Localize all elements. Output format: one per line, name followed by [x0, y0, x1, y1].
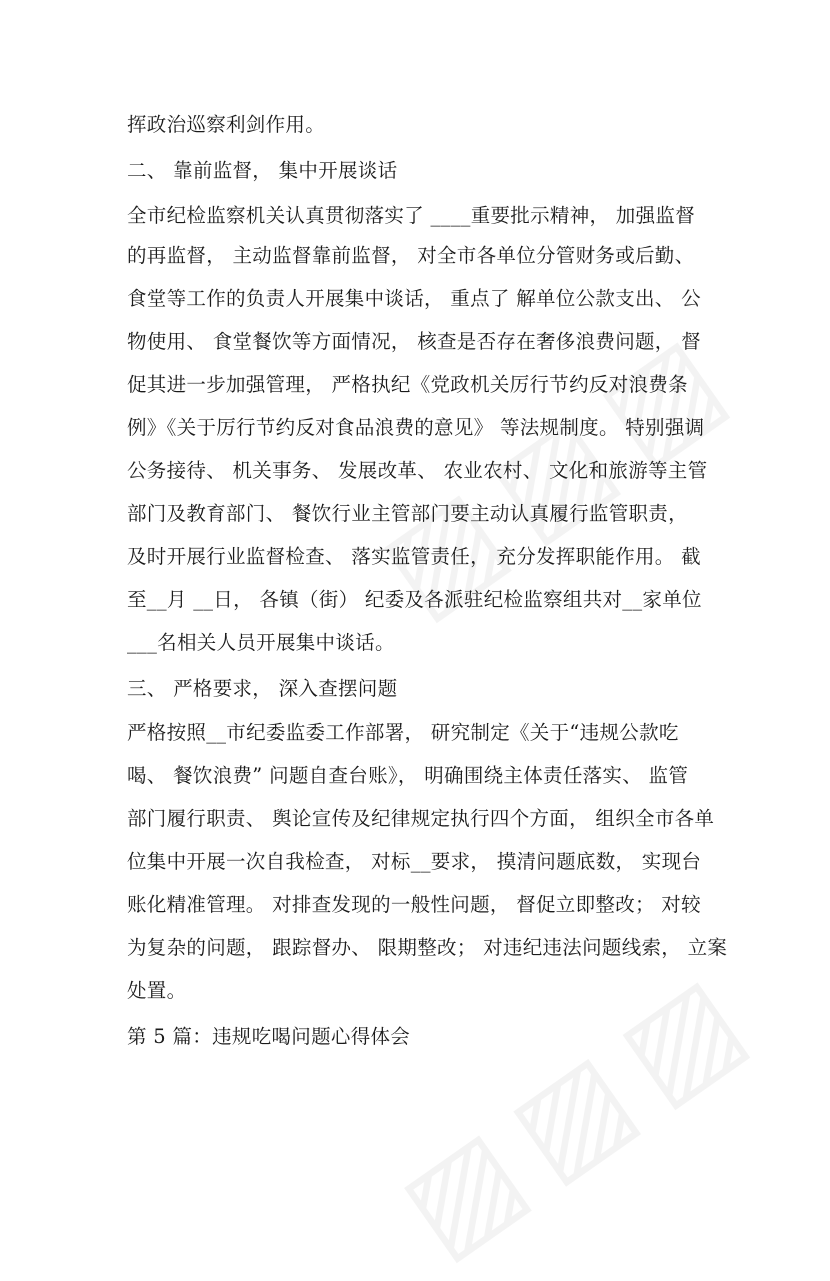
section-heading: 三、 严格要求， 深入查摆问题 [127, 677, 398, 700]
text-line: 的再监督， 主动监督靠前监督， 对全市各单位分管财务或后勤、 [127, 244, 695, 267]
text-line: 挥政治巡察利剑作用。 [127, 113, 326, 136]
text-line: 及时开展行业监督检查、 落实监管责任， 充分发挥职能作用。 截 [127, 545, 701, 568]
text-line: 严格按照__市纪委监委工作部署， 研究制定《关于“违规公款吃 [127, 721, 679, 744]
text-line: 为复杂的问题， 跟踪督办、 限期整改； 对违纪违法问题线索， 立案 [127, 936, 728, 959]
text-line: 部门履行职责、 舆论宣传及纪律规定执行四个方面， 组织全市各单 [127, 807, 715, 830]
text-line: 全市纪检监察机关认真贯彻落实了 ____重要批示精神， 加强监督 [127, 204, 695, 227]
text-line: 处置。 [127, 979, 187, 1002]
text-line: 促其进一步加强管理， 严格执纪《党政机关厉行节约反对浪费条 [127, 373, 688, 396]
text-line: ___名相关人员开展集中谈话。 [127, 631, 395, 654]
text-line: 账化精准管理。 对排查发现的一般性问题， 督促立即整改； 对较 [127, 893, 701, 916]
text-line: 物使用、 食堂餐饮等方面情况， 核查是否存在奢侈浪费问题， 督 [127, 330, 701, 353]
text-line: 部门及教育部门、 餐饮行业主管部门要主动认真履行监管职责， [127, 502, 688, 525]
text-line: 食堂等工作的负责人开展集中谈话， 重点了 解单位公款支出、 公 [127, 287, 701, 310]
section-heading: 二、 靠前监督， 集中开展谈话 [127, 159, 398, 182]
text-line: 至__月 __日， 各镇（街） 纪委及各派驻纪检监察组共对__家单位 [127, 588, 702, 611]
chapter-title: 第 5 篇：违规吃喝问题心得体会 [127, 1025, 411, 1048]
text-line: 位集中开展一次自我检查， 对标__要求， 摸清问题底数， 实现台 [127, 850, 702, 873]
text-line: 喝、 餐饮浪费” 问题自查台账》， 明确围绕主体责任落实、 监管 [127, 764, 689, 787]
text-line: 例》《关于厉行节约反对食品浪费的意见》 等法规制度。 特别强调 [127, 416, 705, 439]
text-line: 公务接待、 机关事务、 发展改革、 农业农村、 文化和旅游等主管 [127, 459, 708, 482]
